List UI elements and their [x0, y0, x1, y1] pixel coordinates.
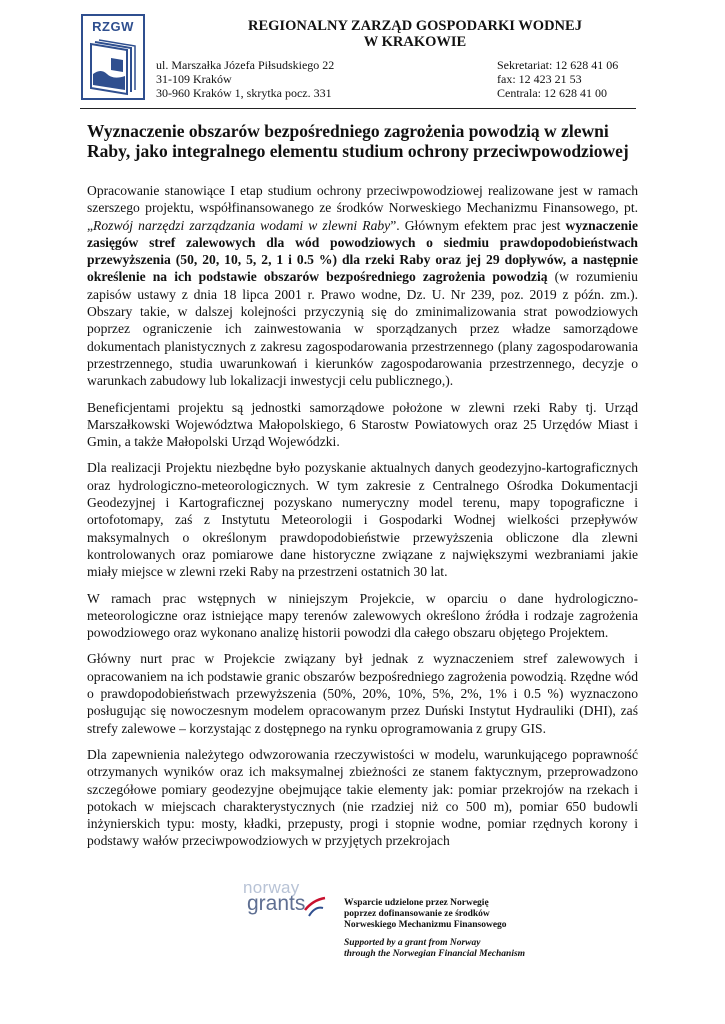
document-body	[87, 182, 638, 859]
contact-line: Sekretariat: 12 628 41 06	[497, 58, 619, 72]
org-line-2: W KRAKOWIE	[363, 34, 467, 50]
document-title: Wyznaczenie obszarów bezpośredniego zagrożenia powodzią w zlewni Raby, jako integralnego elementu studium ochrony przeciwpowodziowej	[87, 121, 629, 161]
paragraph-2: Beneficjentami projektu są jednostki samorządowe położone w zlewni rzeki Raby tj. Urząd Marszałkowski Województwa Małopolskiego, 6 Starostw Powiatowych oraz 25 Urzędów Miast i Gmin, a także Małopolski Urząd Wojewódzki.	[87, 399, 638, 450]
key-result-bold: wyznaczenie zasięgów stref zalewowych dla wód powodziowych o siedmiu prawdopodobieństwach przewyższenia (50, 20, 10, 5, 2, 1 i 0.5 %) dla rzeki Raby oraz jej 29 dopływów, a następnie określenie na ich podstawie obszarów bezpośredniego zagrożenia powodzią	[87, 217, 638, 285]
support-line: poprzez dofinansowanie ze środków	[344, 909, 490, 919]
letterhead	[0, 0, 725, 112]
address-line: 30-960 Kraków 1, skrytka pocz. 331	[156, 86, 332, 100]
norway-cross-icon	[303, 896, 327, 918]
paragraph-1	[87, 182, 638, 390]
support-line: Supported by a grant from Norway	[344, 938, 481, 948]
header-divider	[80, 108, 636, 109]
org-line-1: REGIONALNY ZARZĄD GOSPODARKI WODNEJ	[248, 18, 582, 34]
support-line: Norweskiego Mechanizmu Finansowego	[344, 920, 507, 930]
paragraph-6: Dla zapewnienia należytego odwzorowania rzeczywistości w modelu, warunkującego poprawność otrzymanych wyników oraz ich maksymalnej zbieżności ze stanem faktycznym, przeprowadzono szczegółowe pomiary geodezyjne obejmujące takie elementy jak: pomiar przekrojów na rzekach i potokach w miejscach charakterystycznych (nie rzadziej niż co 500 m), pomiar 650 budowli inżynierskich typu: mosty, kładki, przepusty, progi i stopnie wodne, pomiar rzędnych korony i podstawy wałów przeciwpowodziowych w przyjętych przekrojach	[87, 746, 638, 849]
text-run: (w rozumieniu zapisów ustawy z dnia 18 lipca 2001 r. Prawo wodne, Dz. U. Nr 239, poz. 2019 z późn. zm.). Obszary takie, w dalszej kolejności przyczynią się do zminimalizowania strat powodziowych poprzez ograniczenie ich zainwestowania w sporządzanych przez władze samorządowe dokumentach planistycznych z zakresu zagospodarowania przestrzennego (plany zagospodarowania przestrzennego, studia uwarunkowań i kierunków zagospodarowania przestrzennego, decyzje o warunkach zabudowy lub lokalizacji inwestycji celu publicznego,).	[87, 269, 638, 389]
organization-name	[150, 18, 680, 50]
paragraph-5: Główny nurt prac w Projekcie związany był jednak z wyznaczeniem stref zalewowych i opracowaniem na ich podstawie granic obszarów bezpośredniego zagrożenia powodzią. Rzędne wód o prawdopodobieństwach przewyższenia (50%, 20%, 10%, 5%, 2%, 1% i 0.5 %) wyznaczono posługując się nowoczesnym modelem opracowanym przez Duński Instytut Hydrauliki (DHI), zaś strefy zalewowe – korzystając z dostępnego na rynku oprogramowania z grupy GIS.	[87, 651, 638, 736]
address-line: 31-109 Kraków	[156, 72, 232, 86]
norway-grants-logo	[243, 878, 333, 918]
address-line: ul. Marszałka Józefa Piłsudskiego 22	[156, 58, 335, 72]
logo-text: RZGW	[92, 19, 134, 34]
contact-block	[497, 58, 618, 100]
text-run: Opracowanie stanowiące I etap studium ochrony przeciwpowodziowej realizowane jest w ramach szerszego projektu, współfinansowanego ze środków Norweskiego Mechanizmu Finansowego, pt. „	[87, 183, 638, 233]
contact-line: fax: 12 423 21 53	[497, 72, 582, 86]
address-block	[156, 58, 334, 100]
support-note-pl	[344, 898, 507, 931]
support-line: through the Norwegian Financial Mechanism	[344, 949, 526, 959]
paragraph-3: Dla realizacji Projektu niezbędne było pozyskanie aktualnych danych geodezyjno-kartograficznych oraz hydrologiczno-meteorologicznych. W tym zakresie z Centralnego Ośrodka Dokumentacji Geodezyjnej i Kartograficznej pozyskano numeryczny model terenu, mapy topograficzne i ortofotomapy, zaś z Instytutu Meteorologii i Gospodarki Wodnej wielkości przepływów maksymalnych o określonym prawdopodobieństwie przewyższenia obliczone dla zlewni kontrolowanych oraz pomiarowe dane historyczne związane z największymi wezbraniami jakie miały miejsce w zlewni rzeki Raby na przestrzeni ostatnich 30 lat.	[87, 460, 638, 580]
logo-norway-text: norway	[243, 878, 300, 897]
book-icon	[87, 38, 139, 96]
rzgw-logo	[81, 14, 145, 100]
contact-line: Centrala: 12 628 41 00	[497, 86, 607, 100]
project-title-italic: Rozwój narzędzi zarządzania wodami w zlewni Raby	[93, 217, 391, 233]
support-note-en	[344, 938, 525, 960]
logo-grants-text: grants	[247, 892, 306, 915]
text-run: ”. Głównym efektem prac jest	[390, 217, 566, 233]
support-line: Wsparcie udzielone przez Norwegię	[344, 898, 489, 908]
paragraph-4: W ramach prac wstępnych w niniejszym Projekcie, w oparciu o dane hydrologiczno-meteorologiczne oraz istniejące mapy terenów zalewowych określono źródła i rodzaje zagrożenia powodziowego oraz wykonano analizę historii powodzi dla całego obszaru objętego Projektem.	[87, 590, 638, 641]
